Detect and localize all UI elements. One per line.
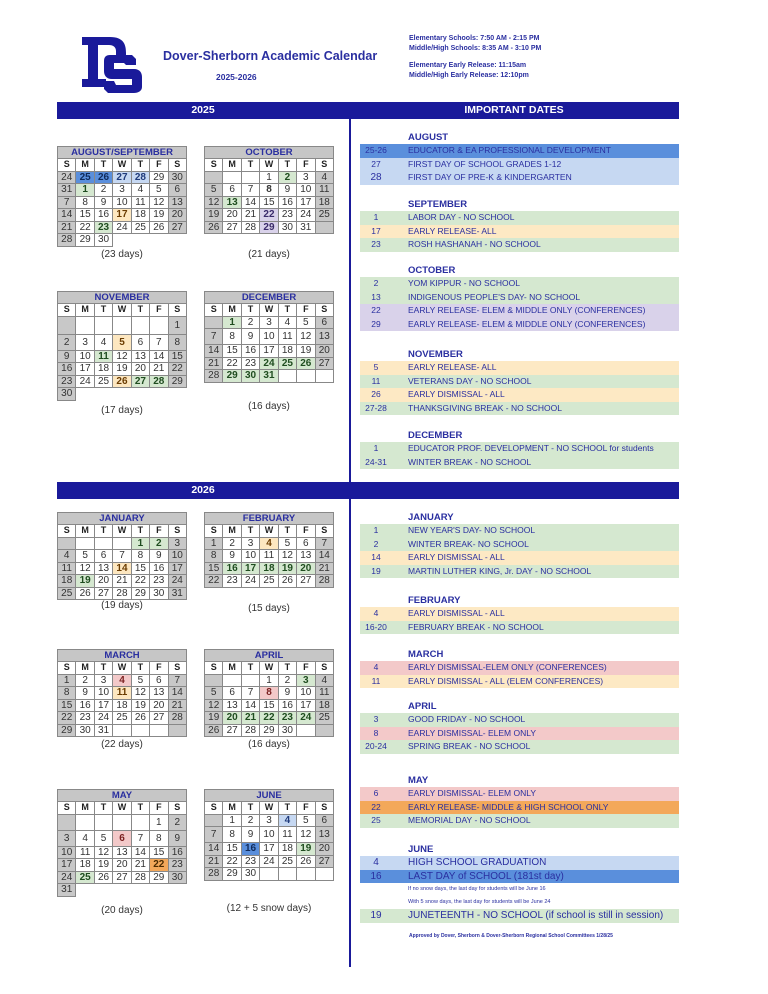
- month-grid: S M T W T F S 1 2 3 4 5 6 7 8 9 10 11 12 13 14 15 16 17 18 19 20 21 22 23 24 25 26 27 28: [204, 524, 334, 588]
- month-grid: S M T W T F S 1 2 3 4 5 6 7 8 9 10 11 12 13 14 15 16 17 18 19 20 21 22 23 24 25 26 27 28 29 30: [57, 303, 187, 401]
- month-grid: S M T W T F S 1 2 3 4 5 6 7 8 9 10 11 12 13 14 15 16 17 18 19 20 21 22 23 24 25 26 27 28 29 30: [204, 661, 334, 737]
- page-title: Dover-Sherborn Academic Calendar: [163, 49, 378, 63]
- important-february: [360, 595, 679, 634]
- calendar-october: [204, 146, 334, 260]
- important-january: [360, 512, 679, 578]
- event-row: 11 VETERANS DAY - NO SCHOOL: [360, 375, 679, 389]
- calendar-april: [204, 649, 334, 750]
- month-label: NOVEMBER: [408, 349, 463, 360]
- month-grid: S M T W T F S 1 2 3 4 5 6 7 8 9 10 11 12 13 14 15 16 17 18 19 20 21 22 23 24 25 26 27 28 29 30 31: [204, 303, 334, 383]
- event-row: 16 LAST DAY of SCHOOL (181st day): [360, 870, 679, 884]
- calendar-february: [204, 512, 334, 614]
- important-march: [360, 649, 679, 688]
- event-row: 3 GOOD FRIDAY - NO SCHOOL: [360, 713, 679, 727]
- event-row: 29 EARLY RELEASE- ELEM & MIDDLE ONLY (CONFERENCES): [360, 318, 679, 332]
- month-grid: S M T W T F S 1 2 3 4 5 6 7 8 9 10 11 12 13 14 15 16 17 18 19 20 21 22 23 24 25 26 27 28 29 30 31: [57, 661, 187, 737]
- month-label: JUNE: [408, 844, 434, 855]
- elem-hours: Elementary Schools: 7:50 AM - 2:15 PM: [409, 35, 540, 42]
- event-row: 1 NEW YEAR'S DAY- NO SCHOOL: [360, 524, 679, 538]
- event-row: 4 EARLY DISMISSAL-ELEM ONLY (CONFERENCES): [360, 661, 679, 675]
- event-row: 24-31 WINTER BREAK - NO SCHOOL: [360, 456, 679, 470]
- calendar-aug-sep: [57, 146, 187, 260]
- event-row: 27 FIRST DAY OF SCHOOL GRADES 1-12: [360, 158, 679, 172]
- year-range: 2025-2026: [216, 72, 257, 82]
- month-grid: S M T W T F S 1 2 3 4 5 6 7 8 9 10 11 12 13 14 15 16 17 18 19 20 21 22 23 24 25 26 27 28 29 30 31: [57, 801, 187, 897]
- school-days-count: (19 days): [101, 600, 143, 611]
- month-header: JUNE: [204, 789, 334, 801]
- important-dates-label: IMPORTANT DATES: [464, 104, 564, 116]
- calendar-june: [204, 789, 334, 914]
- snow-day-note: If no snow days, the last day for students will be June 16: [408, 886, 546, 892]
- event-row: 28 FIRST DAY OF PRE-K & KINDERGARTEN: [360, 171, 679, 185]
- event-row: 2 YOM KIPPUR - NO SCHOOL: [360, 277, 679, 291]
- school-days-count: (16 days): [248, 739, 290, 750]
- calendar-december: [204, 291, 334, 412]
- school-days-count: (22 days): [101, 739, 143, 750]
- school-days-count: (21 days): [248, 249, 290, 260]
- event-row: 8 EARLY DISMISSAL- ELEM ONLY: [360, 727, 679, 741]
- month-label: SEPTEMBER: [408, 199, 468, 210]
- calendar-november: [57, 291, 187, 416]
- event-row: 25 MEMORIAL DAY - NO SCHOOL: [360, 814, 679, 828]
- month-header: JANUARY: [57, 512, 187, 524]
- month-header: MARCH: [57, 649, 187, 661]
- school-days-count: (15 days): [248, 602, 290, 614]
- year-2026-label: 2026: [191, 484, 215, 496]
- event-row: 13 INDIGENOUS PEOPLE'S DAY- NO SCHOOL: [360, 291, 679, 305]
- month-label: FEBRUARY: [408, 595, 461, 606]
- event-row: 4 HIGH SCHOOL GRADUATION: [360, 856, 679, 870]
- event-row: 22 EARLY RELEASE- MIDDLE & HIGH SCHOOL ONLY: [360, 801, 679, 815]
- important-june: [360, 844, 679, 923]
- mh-hours: Middle/High Schools: 8:35 AM - 3:10 PM: [409, 45, 542, 52]
- school-times: [409, 34, 541, 81]
- ds-logo-icon: [80, 35, 144, 95]
- month-label: OCTOBER: [408, 265, 456, 276]
- important-october: [360, 265, 679, 331]
- calendar-january: [57, 512, 187, 611]
- month-header: OCTOBER: [204, 146, 334, 158]
- month-label: DECEMBER: [408, 430, 463, 441]
- event-row: 11 EARLY DISMISSAL - ALL (ELEM CONFERENCES): [360, 675, 679, 689]
- important-may: [360, 775, 679, 828]
- event-row: 19 JUNETEENTH - NO SCHOOL (if school is still in session): [360, 909, 679, 923]
- event-row: 2 WINTER BREAK- NO SCHOOL: [360, 538, 679, 552]
- calendar-march: [57, 649, 187, 750]
- event-row: 16-20 FEBRUARY BREAK - NO SCHOOL: [360, 621, 679, 635]
- snow-day-note: With 5 snow days, the last day for students will be June 24: [408, 899, 551, 905]
- event-row: 22 EARLY RELEASE- ELEM & MIDDLE ONLY (CONFERENCES): [360, 304, 679, 318]
- important-april: [360, 701, 679, 754]
- event-row: 19 MARTIN LUTHER KING, Jr. DAY - NO SCHOOL: [360, 565, 679, 579]
- event-row: 20-24 SPRING BREAK - NO SCHOOL: [360, 740, 679, 754]
- event-row: 14 EARLY DISMISSAL - ALL: [360, 551, 679, 565]
- school-days-count: (17 days): [101, 404, 143, 416]
- month-label: APRIL: [408, 701, 437, 712]
- month-label: MAY: [408, 775, 429, 786]
- month-header: APRIL: [204, 649, 334, 661]
- event-row: 23 ROSH HASHANAH - NO SCHOOL: [360, 238, 679, 252]
- month-grid: S M T W T F S 1 2 3 4 5 6 7 8 9 10 11 12 13 14 15 16 17 18 19 20 21 22 23 24 25 26 27 28 29 30: [204, 801, 334, 881]
- event-row: 5 EARLY RELEASE- ALL: [360, 361, 679, 375]
- important-november: [360, 349, 679, 415]
- event-row: 1 EDUCATOR PROF. DEVELOPMENT - NO SCHOOL for students: [360, 442, 679, 456]
- section-bar-2025: [57, 102, 679, 119]
- event-row: 6 EARLY DISMISSAL- ELEM ONLY: [360, 787, 679, 801]
- column-divider: [349, 119, 351, 967]
- mh-early-release: Middle/High Early Release: 12:10pm: [409, 72, 529, 79]
- month-label: MARCH: [408, 649, 444, 660]
- school-days-count: (20 days): [101, 904, 143, 916]
- month-header: MAY: [57, 789, 187, 801]
- month-label: JANUARY: [408, 512, 454, 523]
- month-header: DECEMBER: [204, 291, 334, 303]
- event-row: 27-28 THANKSGIVING BREAK - NO SCHOOL: [360, 402, 679, 416]
- important-december: [360, 430, 679, 469]
- month-grid: S M T W T F S 1 2 3 4 5 6 7 8 9 10 11 12 13 14 15 16 17 18 19 20 21 22 23 24 25 26 27 28 29 30 31: [57, 524, 187, 600]
- important-september: [360, 199, 679, 252]
- school-days-count: (12 + 5 snow days): [226, 902, 312, 914]
- month-header: AUGUST/SEPTEMBER: [57, 146, 187, 158]
- month-header: FEBRUARY: [204, 512, 334, 524]
- month-header: NOVEMBER: [57, 291, 187, 303]
- event-row: 1 LABOR DAY - NO SCHOOL: [360, 211, 679, 225]
- month-grid: S M T W T F S 1 2 3 4 5 6 7 8 9 10 11 12 13 14 15 16 17 18 19 20 21 22 23 24 25 26 27 28 29 30 31: [204, 158, 334, 234]
- school-days-count: (23 days): [101, 248, 143, 260]
- school-days-count: (16 days): [248, 400, 290, 412]
- month-label: AUGUST: [408, 132, 449, 143]
- event-row: 4 EARLY DISMISSAL - ALL: [360, 607, 679, 621]
- important-august: [360, 132, 679, 185]
- year-2025-label: 2025: [191, 104, 215, 116]
- section-bar-2026: [57, 482, 679, 499]
- approval-note: Approved by Dover, Sherborn & Dover-Sherborn Regional School Committees 1/28/25: [409, 933, 613, 939]
- event-row: 25-26 EDUCATOR & EA PROFESSIONAL DEVELOPMENT: [360, 144, 679, 158]
- elem-early-release: Elementary Early Release: 11:15am: [409, 62, 527, 69]
- calendar-may: [57, 789, 187, 916]
- event-row: 26 EARLY DISMISSAL - ALL: [360, 388, 679, 402]
- event-row: 17 EARLY RELEASE- ALL: [360, 225, 679, 239]
- month-grid: S M T W T F S 24 25 26 27 28 29 30 31 1 2 3 4 5 6 7 8 9 10 11 12 13 14 15 16 17 18 19 20 21 22 23 24 25 26 27 28 29 30: [57, 158, 187, 247]
